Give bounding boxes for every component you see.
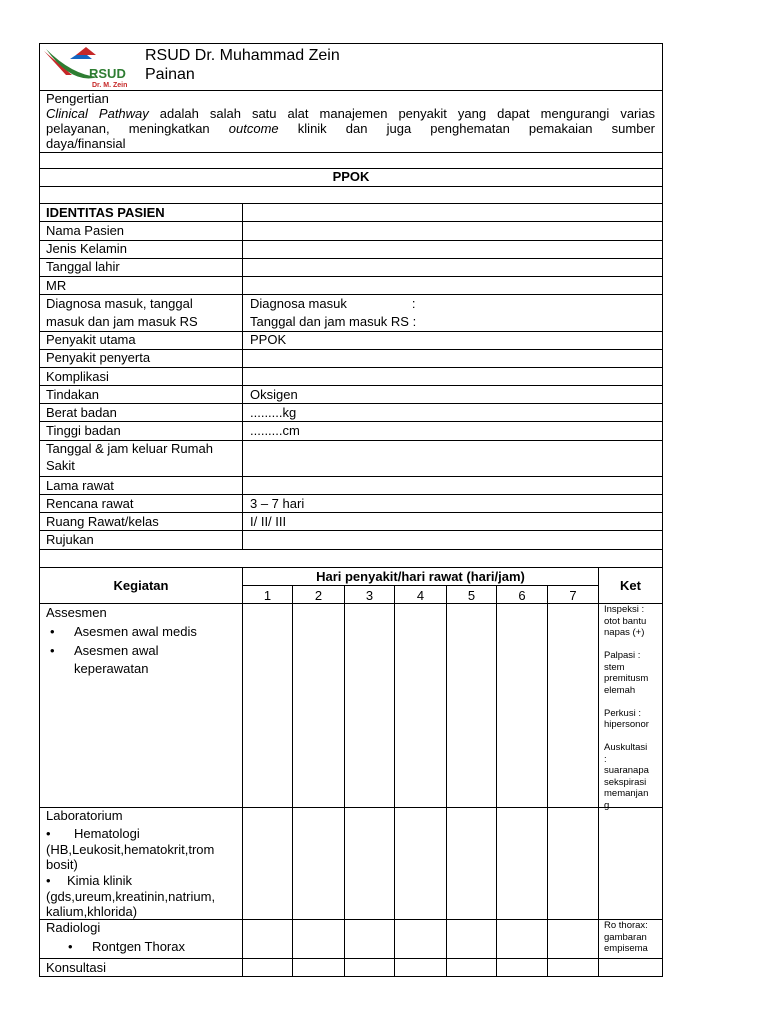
label-rujukan: Rujukan [46, 532, 94, 547]
hospital-logo [42, 45, 136, 89]
value-berat-badan[interactable]: .........kg [250, 405, 297, 420]
konsultasi-title: Konsultasi [46, 960, 106, 975]
outcome-term: outcome [228, 121, 279, 136]
clinical-pathway-term: Clinical Pathway [46, 106, 149, 121]
svg-text:RSUD: RSUD [89, 66, 126, 81]
label-penyakit-penyerta: Penyakit penyerta [46, 350, 151, 365]
bullet-icon: • [50, 643, 55, 658]
assesmen-title: Assesmen [46, 605, 107, 620]
assesmen-item-keperawatan-1: Asesmen awal [74, 643, 159, 658]
label-nama-pasien: Nama Pasien [46, 223, 125, 238]
svg-text:Dr. M. Zein: Dr. M. Zein [92, 82, 128, 89]
label-tindakan: Tindakan [46, 387, 99, 402]
day-header-4: 4 [416, 588, 425, 603]
day-header-2: 2 [314, 588, 323, 603]
day-header-5: 5 [467, 588, 476, 603]
identitas-heading: IDENTITAS PASIEN [46, 205, 165, 220]
label-berat-badan: Berat badan [46, 405, 117, 420]
label-komplikasi: Komplikasi [46, 369, 109, 384]
bullet-icon: • [46, 873, 51, 888]
col-header-kegiatan: Kegiatan [113, 578, 169, 593]
hospital-name-line2: Painan [145, 66, 195, 83]
radiologi-title: Radiologi [46, 920, 101, 935]
bullet-icon: • [50, 624, 55, 639]
assesmen-item-keperawatan-2: keperawatan [74, 661, 149, 676]
lab-hematologi-detail-2: bosit) [46, 857, 78, 872]
label-diagnosa-masuk-2: masuk dan jam masuk RS [46, 314, 198, 329]
hospital-name-line1: RSUD Dr. Muhammad Zein [145, 47, 340, 64]
label-tanggal-lahir: Tanggal lahir [46, 259, 120, 274]
value-rencana-rawat[interactable]: 3 – 7 hari [250, 496, 305, 511]
assesmen-item-medis: Asesmen awal medis [74, 624, 197, 639]
lab-kimia-detail-2: kalium,khlorida) [46, 904, 138, 919]
value-tanggal-jam-masuk[interactable]: Tanggal dan jam masuk RS : [250, 314, 417, 329]
bullet-icon: • [46, 826, 51, 841]
pengertian-line1: Clinical Pathway adalah salah satu alat manajemen penyakit yang dapat mengurangi varias [46, 106, 655, 121]
pengertian-line3: daya/finansial [46, 136, 126, 151]
radiologi-item-rontgen: Rontgen Thorax [92, 939, 185, 954]
lab-kimia-detail-1: (gds,ureum,kreatinin,natrium, [46, 889, 216, 904]
label-ruang-rawat: Ruang Rawat/kelas [46, 514, 159, 529]
day-header-7: 7 [569, 588, 577, 603]
radiologi-ket: Ro thorax: gambaran empisema [604, 920, 648, 954]
label-tinggi-badan: Tinggi badan [46, 423, 121, 438]
label-tanggal-keluar-2: Sakit [46, 458, 75, 473]
day-header-1: 1 [263, 588, 272, 603]
label-jenis-kelamin: Jenis Kelamin [46, 241, 127, 256]
pengertian-line2: pelayanan, meningkatkan outcome klinik dan juga penghematan pemakaian sumber [46, 121, 655, 136]
label-lama-rawat: Lama rawat [46, 478, 114, 493]
label-tanggal-keluar-1: Tanggal & jam keluar Rumah [46, 441, 213, 456]
col-header-hari: Hari penyakit/hari rawat (hari/jam) [316, 569, 525, 584]
lab-hematologi-detail-1: (HB,Leukosit,hematokrit,trom [46, 842, 215, 857]
pengertian-label: Pengertian [46, 91, 109, 106]
laboratorium-title: Laboratorium [46, 808, 123, 823]
value-penyakit-utama[interactable]: PPOK [250, 332, 287, 347]
value-diagnosa-masuk[interactable]: Diagnosa masuk : [250, 296, 416, 311]
bullet-icon: • [68, 939, 73, 954]
day-header-6: 6 [518, 588, 526, 603]
value-tindakan[interactable]: Oksigen [250, 387, 298, 402]
label-diagnosa-masuk-1: Diagnosa masuk, tanggal [46, 296, 193, 311]
value-ruang-rawat[interactable]: I/ II/ III [250, 514, 287, 529]
diagnosis-title: PPOK [332, 169, 370, 184]
value-tinggi-badan[interactable]: .........cm [250, 423, 300, 438]
label-mr: MR [46, 278, 67, 293]
label-penyakit-utama: Penyakit utama [46, 332, 136, 347]
lab-item-hematologi: Hematologi [74, 826, 140, 841]
label-rencana-rawat: Rencana rawat [46, 496, 134, 511]
assesmen-ket: Inspeksi : otot bantu napas (+) Palpasi : stem premitusm elemah Perkusi : hipersonor Auskultasi : suaranapa sekspirasi memanjan g [604, 604, 649, 811]
day-header-3: 3 [365, 588, 374, 603]
lab-item-kimia-klinik: Kimia klinik [67, 873, 133, 888]
col-header-ket: Ket [620, 578, 641, 593]
